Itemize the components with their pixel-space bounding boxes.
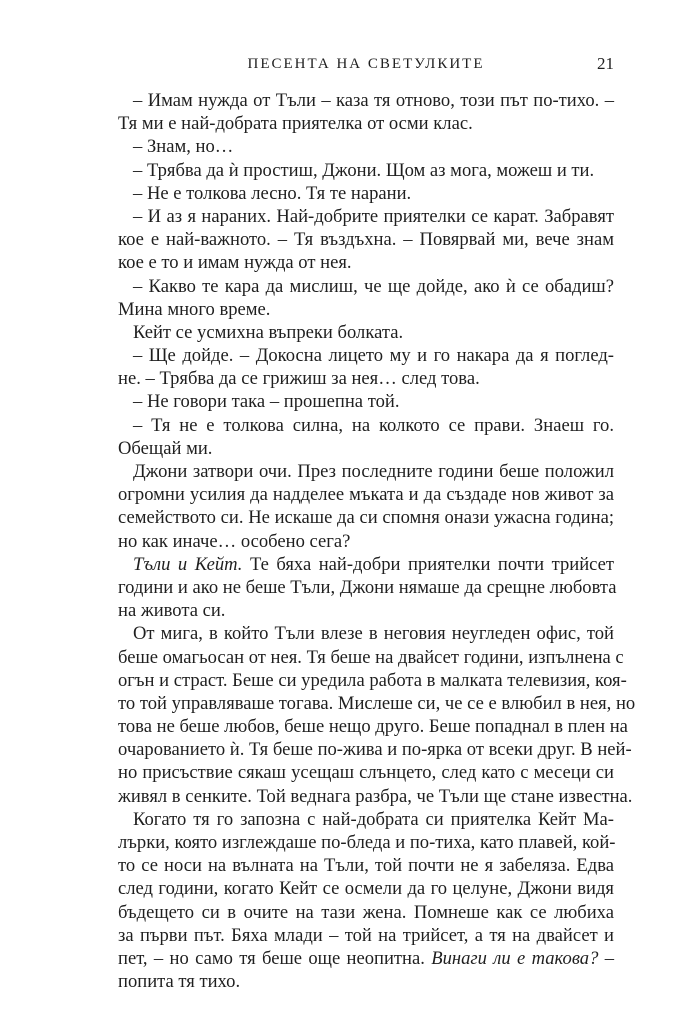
text-line: то се носи на вълната на Тъли, той почти не я забеляза. Едва	[118, 855, 614, 877]
text-line: години и ако не беше Тъли, Джони нямаше да срещне любовта	[118, 576, 617, 598]
text-line: – Тя не е толкова силна, на колкото се прави. Знаеш го.	[133, 414, 614, 436]
text-line: очарованието ѝ. Тя беше по-жива и по-ярка от всеки друг. В ней-	[118, 739, 632, 761]
text-line: – Трябва да ѝ простиш, Джони. Щом аз мога, можеш и ти.	[133, 159, 595, 181]
text-line	[118, 553, 614, 576]
text-line: – Ще дойде. – Докосна лицето му и го накара да я поглед-	[133, 345, 614, 367]
line-text: пет, – но само тя беше още неопитна.	[118, 947, 432, 969]
text-line: живял в сенките. Той веднага разбра, че Тъли ще стане известна.	[118, 785, 633, 807]
text-line: но присъствие сякаш усещаш слънцето, след като с месеци си	[118, 762, 614, 784]
text-line: – Знам, но…	[133, 136, 234, 158]
text-line: на живота си.	[118, 600, 226, 622]
line-text: Те бяха най-добри приятелки почти трийсет	[242, 553, 614, 575]
text-line	[118, 947, 614, 970]
text-line: огън и страст. Беше си уредила работа в малката телевизия, коя-	[118, 669, 627, 691]
text-line: Кейт се усмихна въпреки болката.	[133, 321, 404, 343]
text-line: Обещай ми.	[118, 437, 213, 459]
text-line: бъдещето си в очите на тази жена. Помнеше как се любиха	[118, 901, 614, 923]
running-title: ПЕСЕНТА НА СВЕТУЛКИТЕ	[247, 56, 485, 72]
text-line: за първи път. Бяха млади – той на трийсет, а тя на двайсет и	[118, 924, 614, 946]
italic-text: Тъли и Кейт.	[133, 553, 243, 575]
text-line: – Какво те кара да мислиш, че ще дойде, ако ѝ се обадиш?	[133, 275, 614, 297]
text-line: попита тя тихо.	[118, 971, 241, 993]
page-number: 21	[597, 54, 614, 73]
text-line: От мига, в който Тъли влезе в неговия неугледен офис, той	[133, 623, 614, 645]
text-line: – Имам нужда от Тъли – каза тя отново, този път по-тихо. –	[133, 90, 614, 111]
text-line: кое е най-важното. – Тя въздъхна. – Повярвай ми, вече знам	[118, 229, 614, 251]
text-line: след години, когато Кейт се осмели да го целуне, Джони видя	[118, 878, 614, 900]
text-line: семейството си. Не искаше да си спомня онази ужасна година;	[118, 507, 614, 529]
text-line: Мина много време.	[118, 298, 271, 320]
text-line: то той управляваше тогава. Мислеше си, че се е влюбил в нея, но	[118, 692, 636, 714]
text-line: но как иначе… особено сега?	[118, 530, 351, 552]
text-line: не. – Трябва да се грижиш за нея… след това.	[118, 368, 480, 390]
text-line: беше омагьосан от нея. Тя беше на двайсет години, изпълнена с	[118, 646, 624, 668]
text-line: кое е то и имам нужда от нея.	[118, 252, 352, 274]
text-line: – Не говори така – прошепна той.	[133, 391, 400, 413]
text-line: – Не е толкова лесно. Тя те нарани.	[133, 182, 412, 204]
text-line: това не беше любов, беше нещо друго. Беше попаднал в плен на	[118, 716, 628, 738]
text-line: огромни усилия да надделее мъката и да създаде нов живот за	[118, 484, 614, 506]
line-text-tail: –	[598, 947, 614, 969]
page-header	[118, 54, 614, 78]
text-line: Когато тя го запозна с най-добрата си приятелка Кейт Ма-	[133, 808, 614, 830]
text-line: – И аз я нараних. Най-добрите приятелки се карат. Забравят	[133, 205, 614, 227]
text-line: лърки, която изглеждаше по-бледа и по-тиха, като плавей, кой-	[118, 832, 616, 853]
text-line: Тя ми е най-добрата приятелка от осми клас.	[118, 113, 473, 135]
body-text	[118, 89, 636, 993]
italic-text: Винаги ли е такова?	[431, 947, 599, 969]
text-line: Джони затвори очи. През последните години беше положил	[133, 461, 614, 482]
